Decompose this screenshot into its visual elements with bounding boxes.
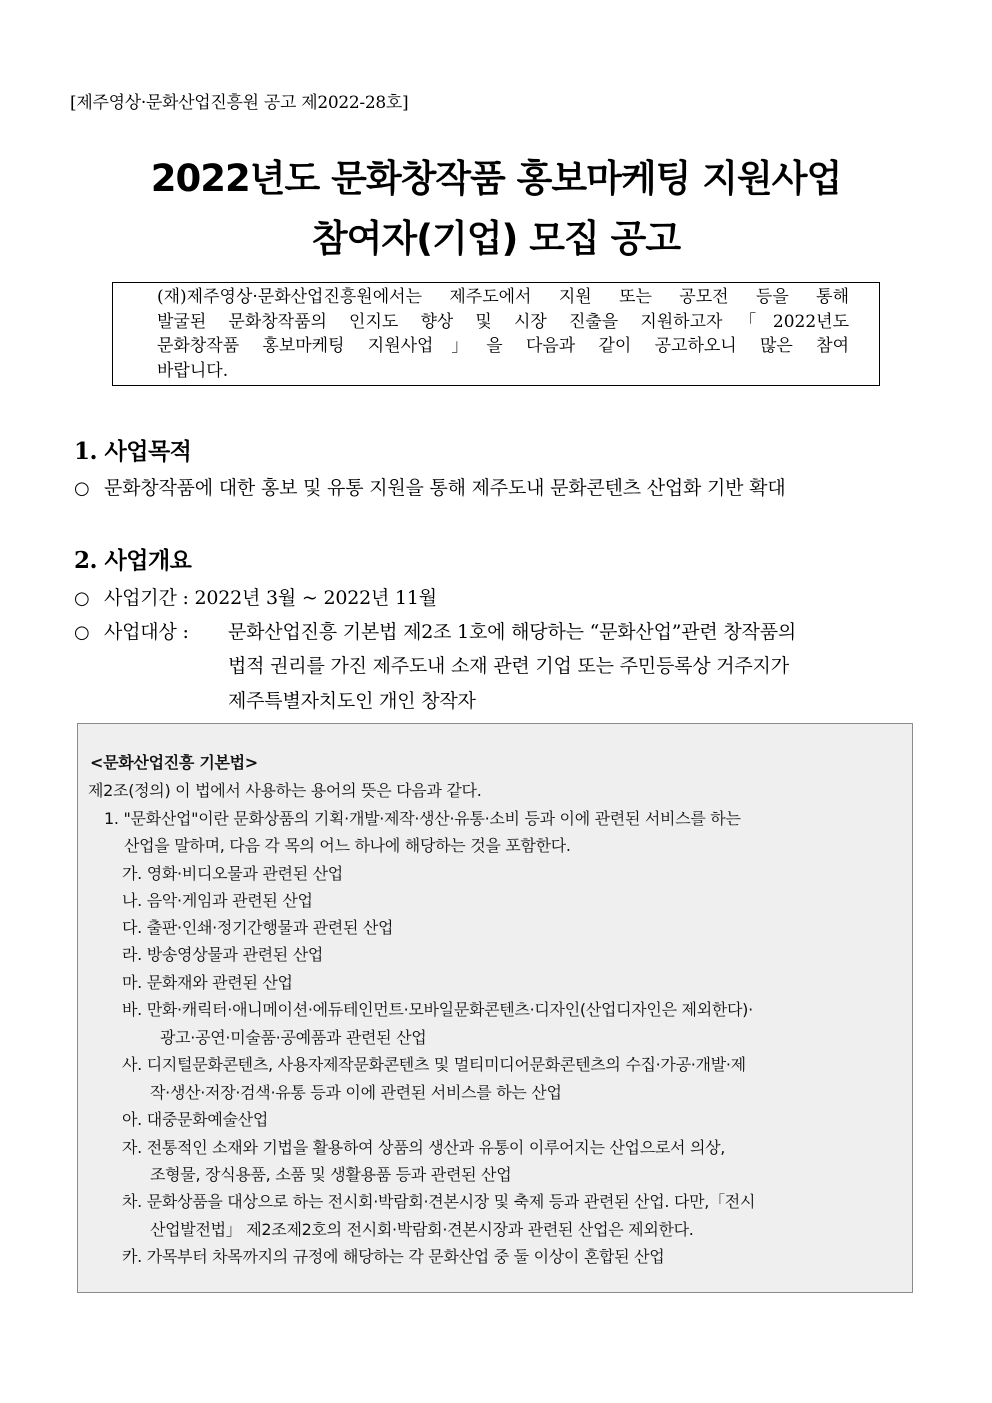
target-text: 문화산업진흥 기본법 제2조 1호에 해당하는 “문화산업”관련 창작품의 [228,621,797,643]
intro-line: 발굴된 문화창작품의 인지도 향상 및 시장 진출을 지원하고자「2022년도 [157,311,849,332]
law-item: 아. 대중문화예술산업 [122,1110,268,1129]
purpose-item [74,473,785,500]
law-item: 라. 방송영상물과 관련된 산업 [122,945,324,964]
law-definition-line: 산업을 말하며, 다음 각 목의 어느 하나에 해당하는 것을 포함한다. [124,836,571,855]
document-title-line1: 2022년도 문화창작품 홍보마케팅 지원사업 [150,157,842,200]
law-item: 자. 전통적인 소재와 기법을 활용하여 상품의 생산과 유통이 이루어지는 산업으로서 의상, [122,1138,726,1157]
circle-bullet-icon: ○ [74,478,90,499]
intro-line: 문화창작품 홍보마케팅 지원사업」을 다음과 같이 공고하오니 많은 참여 [157,336,849,356]
law-definition-line: 1. "문화산업"이란 문화상품의 기획·개발·제작·생산·유통·소비 등과 이에 관련된 서비스를 하는 [104,809,741,828]
section1-title: 1. 사업목적 [74,438,192,465]
law-excerpt-box [77,723,913,1293]
law-item-cont: 광고·공연·미술품·공예품과 관련된 산업 [160,1028,427,1047]
circle-bullet-icon: ○ [74,622,90,643]
target-label: 사업대상 : [104,621,189,643]
target-item [74,617,796,644]
law-item-cont: 작·생산·저장·검색·유통 등과 이에 관련된 서비스를 하는 산업 [150,1083,562,1102]
law-item: 사. 디지털문화콘텐츠, 사용자제작문화콘텐츠 및 멀티미디어문화콘텐츠의 수집·가공·개발·제 [122,1055,746,1074]
law-item: 카. 가목부터 차목까지의 규정에 해당하는 각 문화산업 중 둘 이상이 혼합된 산업 [122,1247,665,1266]
intro-line: 바랍니다. [157,360,229,381]
notice-number: [제주영상·문화산업진흥원 공고 제2022-28호] [70,93,409,113]
purpose-text: 문화창작품에 대한 홍보 및 유통 지원을 통해 제주도내 문화콘텐츠 산업화 기반 확대 [104,477,786,499]
law-item: 나. 음악·게임과 관련된 산업 [122,891,313,910]
law-item: 바. 만화·캐릭터·애니메이션·에듀테인먼트·모바일문화콘텐츠·디자인(산업디자인은 제외한다)· [122,1000,753,1019]
law-article: 제2조(정의) 이 법에서 사용하는 용어의 뜻은 다음과 같다. [88,781,482,800]
intro-line: (재)제주영상·문화산업진흥원에서는 제주도에서 지원 또는 공모전 등을 통해 [157,287,849,307]
law-item: 가. 영화·비디오물과 관련된 산업 [122,864,343,883]
law-item-cont: 산업발전법」 제2조제2호의 전시회·박람회·견본시장과 관련된 산업은 제외한다. [150,1220,694,1239]
document-title-line2: 참여자(기업) 모집 공고 [311,217,681,260]
intro-box [112,282,880,386]
target-text-cont: 제주특별자치도인 개인 창작자 [228,690,476,712]
law-item: 마. 문화재와 관련된 산업 [122,973,293,992]
circle-bullet-icon: ○ [74,588,90,609]
target-text-cont: 법적 권리를 가진 제주도내 소재 관련 기업 또는 주민등록상 거주지가 [228,655,789,677]
period-item [74,583,437,610]
law-title: <문화산업진흥 기본법> [90,753,258,772]
law-item-cont: 조형물, 장식용품, 소품 및 생활용품 등과 관련된 산업 [150,1165,512,1184]
law-item: 차. 문화상품을 대상으로 하는 전시회·박람회·견본시장 및 축제 등과 관련된 산업. 다만,「전시 [122,1192,756,1211]
section2-title: 2. 사업개요 [74,547,192,574]
law-item: 다. 출판·인쇄·정기간행물과 관련된 산업 [122,918,394,937]
period-text: 사업기간 : 2022년 3월 ~ 2022년 11월 [104,587,437,609]
